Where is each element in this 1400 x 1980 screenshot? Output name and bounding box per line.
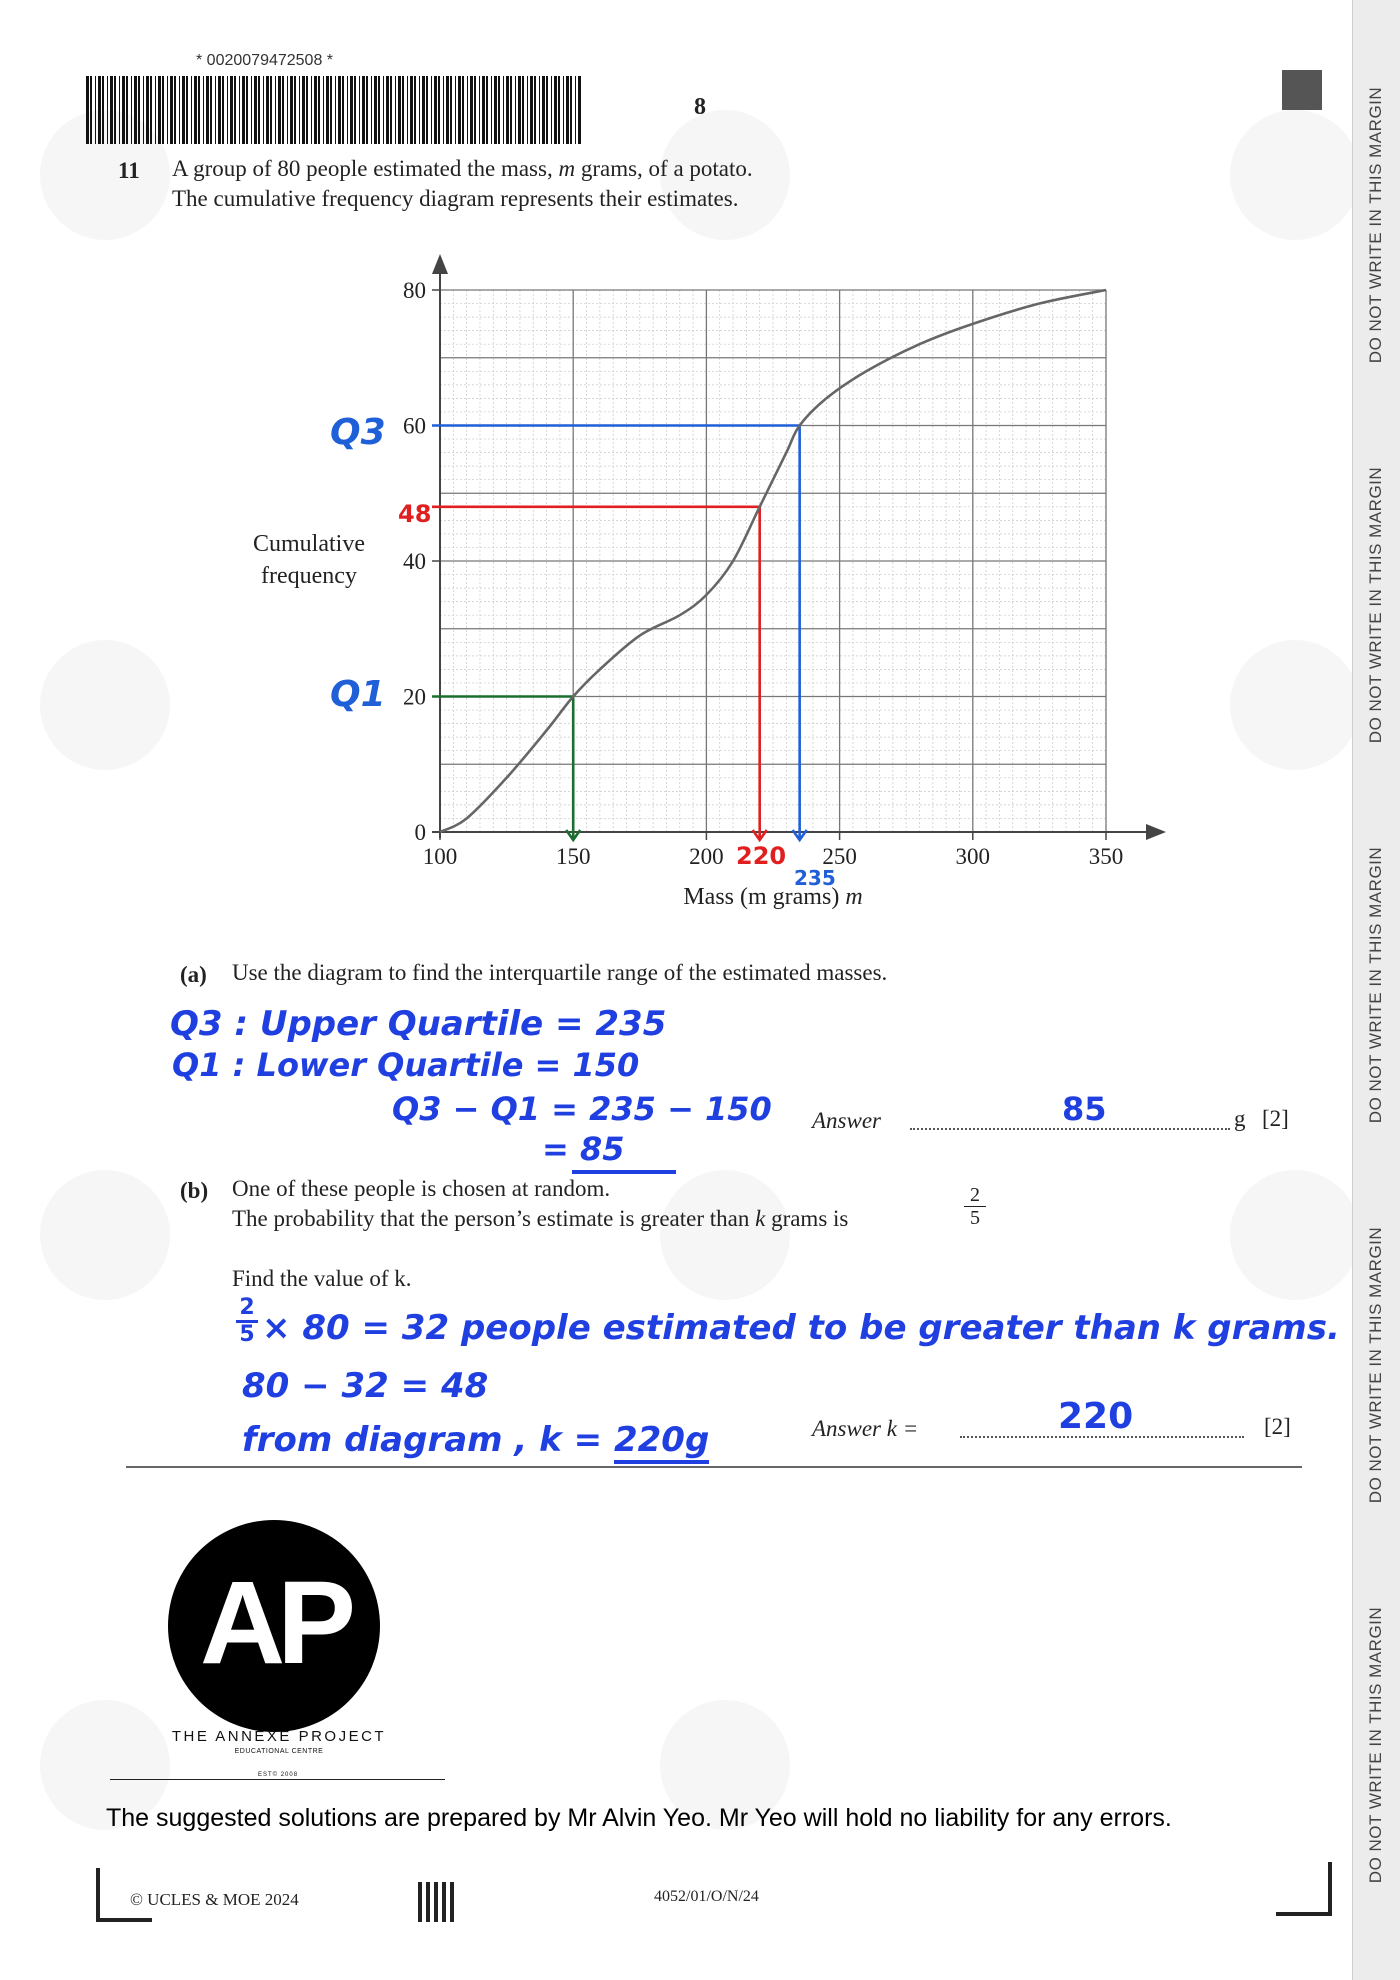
barcode-bar [162,76,164,144]
barcode-bar [167,76,168,144]
barcode-bar [494,76,497,144]
x-tick-label: 300 [955,844,991,869]
barcode-bar [126,76,128,144]
qr-cell [418,1882,422,1886]
part-b-work-line2: 80 − 32 = 48 [242,1366,489,1406]
barcode-bar [146,76,149,144]
answer-value-a: 85 [1062,1090,1107,1128]
barcode-bar [95,76,96,144]
part-b-line1: One of these people is chosen at random. [232,1176,611,1201]
qr-cell [434,1918,438,1922]
barcode-bar [290,76,293,144]
barcode-bar [218,76,221,144]
barcode-bar [566,76,569,144]
qr-cell [450,1882,454,1886]
qr-cell [434,1914,438,1918]
qr-cell [442,1898,446,1902]
x-tick-label: 200 [689,844,724,869]
footer-code: 4052/01/O/N/24 [654,1888,759,1905]
barcode-bar [578,76,581,144]
margin-warning: DO NOT WRITE IN THIS MARGIN [1366,466,1385,744]
barcode-bar [510,76,512,144]
barcode-bar [215,76,216,144]
barcode-bar [386,76,389,144]
part-b-label: (b) [180,1178,209,1203]
qr-cell [418,1902,422,1906]
annexe-logo-icon [168,1520,380,1732]
crop-mark-left [96,1918,152,1922]
margin-warning: DO NOT WRITE IN THIS MARGIN [1366,1606,1385,1884]
barcode-bar [515,76,516,144]
watermark-logo [1230,640,1360,770]
barcode-bar [335,76,336,144]
barcode-bar [251,76,252,144]
part-a-work-line2: Q1 : Lower Quartile = 150 [172,1046,640,1084]
y-tick-label: 60 [403,413,426,439]
qr-cell [434,1898,438,1902]
qr-cell [426,1914,430,1918]
barcode-bar [438,76,440,144]
barcode-bar [366,76,368,144]
barcode-icon [86,76,586,146]
marks-a: [2] [1262,1106,1289,1131]
answer-label-b: Answer k = [812,1416,919,1441]
qr-cell [450,1902,454,1906]
x-tick-label: 350 [1088,844,1124,869]
barcode-bar [275,76,276,144]
barcode-bar [431,76,432,144]
barcode-bar [258,76,260,144]
barcode-bar [482,76,485,144]
crop-mark-right [1328,1862,1332,1916]
barcode-bar [282,76,284,144]
barcode-number: * 0020079472508 * [196,52,334,69]
barcode-bar [155,76,156,144]
qr-cell [450,1898,454,1902]
qr-cell [426,1906,430,1910]
barcode-bar [227,76,228,144]
barcode-bar [158,76,161,144]
barcode-bar [354,76,356,144]
barcode-bar [302,76,305,144]
barcode-bar [443,76,444,144]
part-a-work-line3: Q3 − Q1 = 235 − 150 [392,1090,772,1128]
barcode-bar [371,76,372,144]
chart-ylabel: Cumulative frequency [253,531,365,589]
qr-cell [450,1910,454,1914]
barcode-bar [254,76,257,144]
answer-underline [572,1170,676,1174]
y-tick-label: 20 [403,684,426,710]
x-tick-label: 100 [422,844,458,869]
barcode-bar [410,76,413,144]
barcode-bar [458,76,461,144]
q3-label: Q3 [330,412,386,453]
part-b-find: Find the value of k. [232,1266,412,1291]
barcode-bar [119,76,120,144]
barcode-bar [323,76,324,144]
question-number: 11 [118,158,140,183]
barcode-bar [470,76,473,144]
qr-cell [434,1882,438,1886]
barcode-bar [551,76,552,144]
qr-cell [426,1918,430,1922]
qr-cell [442,1894,446,1898]
crop-mark-right [1276,1912,1332,1916]
part-b-work-line1: × 80 = 32 people estimated to be greater than k grams. [262,1308,1340,1348]
barcode-bar [191,76,192,144]
question-text-line1: A group of 80 people estimated the mass, m grams, of a potato. [172,156,753,181]
answer-label-a: Answer [812,1108,881,1133]
barcode-bar [506,76,509,144]
chart-ticks [403,278,1123,869]
barcode-bar [546,76,548,144]
barcode-bar [170,76,173,144]
barcode-bar [203,76,204,144]
disclaimer: The suggested solutions are prepared by Mr Alvin Yeo. Mr Yeo will hold no liability for any errors. [106,1804,1172,1832]
qr-cell [426,1894,430,1898]
barcode-bar [246,76,248,144]
crop-mark-left [96,1868,100,1922]
qr-cell [450,1890,454,1894]
qr-cell [418,1894,422,1898]
watermark-logo [660,1170,790,1300]
barcode-bar [491,76,492,144]
qr-cell [450,1886,454,1890]
qr-cell [434,1894,438,1898]
barcode-bar [318,76,320,144]
barcode-bar [467,76,468,144]
fraction-numerator: 2 [970,1184,980,1206]
barcode-bar [326,76,329,144]
qr-cell [418,1886,422,1890]
qr-cell [442,1882,446,1886]
barcode-bar [575,76,576,144]
barcode-bar [98,76,101,144]
question-text-line2: The cumulative frequency diagram represents their estimates. [172,186,739,211]
barcode-bar [131,76,132,144]
barcode-bar [395,76,396,144]
part-a-work-line1: Q3 : Upper Quartile = 235 [170,1004,667,1044]
logo-subtitle: EDUCATIONAL CENTRE [234,1748,324,1755]
barcode-bar [522,76,524,144]
qr-cell [450,1894,454,1898]
work-fraction [236,1296,258,1347]
qr-cell [426,1898,430,1902]
barcode-bar [542,76,545,144]
y-axis-arrow [432,254,448,274]
barcode-bar [422,76,425,144]
qr-cell [442,1918,446,1922]
margin-warning: DO NOT WRITE IN THIS MARGIN [1366,86,1385,364]
qr-cell [434,1890,438,1894]
barcode-bar [563,76,564,144]
qr-cell [442,1890,446,1894]
barcode-bar [138,76,140,144]
qr-cell [434,1902,438,1906]
logo-established: EST© 2008 [248,1772,308,1778]
barcode-bar [407,76,408,144]
qr-cell [426,1902,430,1906]
qr-cell [442,1914,446,1918]
barcode-bar [287,76,288,144]
red-y-label: 48 [398,500,432,528]
qr-cell [442,1902,446,1906]
barcode-bar [242,76,245,144]
barcode-bar [374,76,377,144]
cumulative-frequency-chart [0,230,1180,930]
barcode-bar [110,76,113,144]
corner-marker [1282,70,1322,110]
chart-text [683,884,862,910]
barcode-bar [414,76,416,144]
barcode-bar [530,76,533,144]
qr-cell [434,1906,438,1910]
barcode-bar [278,76,281,144]
qr-cell [450,1914,454,1918]
section-divider [126,1466,1302,1468]
barcode-bar [342,76,344,144]
qr-cell [418,1890,422,1894]
barcode-bar [174,76,176,144]
barcode-bar [114,76,116,144]
qr-cell [442,1906,446,1910]
barcode-bar [306,76,308,144]
watermark-logo [1230,110,1360,240]
barcode-bar [222,76,224,144]
y-tick-label: 80 [403,278,426,303]
qr-cell [426,1882,430,1886]
barcode-bar [450,76,452,144]
barcode-bar [234,76,236,144]
qr-code-icon [414,1882,454,1922]
barcode-bar [455,76,456,144]
barcode-bar [143,76,144,144]
barcode-bar [90,76,92,144]
qr-cell [418,1898,422,1902]
barcode-bar [479,76,480,144]
margin-warning: DO NOT WRITE IN THIS MARGIN [1366,1226,1385,1504]
barcode-bar [198,76,200,144]
barcode-bar [419,76,420,144]
barcode-bar [402,76,404,144]
logo-name: THE ANNEXE PROJECT [171,1728,387,1745]
qr-cell [426,1910,430,1914]
barcode-bar [230,76,233,144]
y-tick-label: 0 [414,820,426,845]
barcode-bar [527,76,528,144]
barcode-bar [311,76,312,144]
q1-label: Q1 [330,674,386,715]
barcode-bar [486,76,488,144]
x-axis-arrow [1146,824,1166,840]
logo-rule [110,1779,445,1780]
barcode-bar [446,76,449,144]
barcode-bar [383,76,384,144]
barcode-bar [179,76,180,144]
barcode-bar [378,76,380,144]
barcode-bar [362,76,365,144]
barcode-bar [338,76,341,144]
barcode-bar [503,76,504,144]
barcode-bar [150,76,152,144]
red-x-label: 220 [736,842,787,870]
barcode-bar [194,76,197,144]
chart-xlabel: Mass (m grams) m [683,884,863,910]
barcode-bar [263,76,264,144]
barcode-bar [350,76,353,144]
margin-warning: DO NOT WRITE IN THIS MARGIN [1366,846,1385,1124]
barcode-bar [314,76,317,144]
qr-cell [418,1918,422,1922]
qr-cell [426,1886,430,1890]
barcode-bar [239,76,240,144]
y-tick-label: 40 [403,549,426,574]
part-a-text: Use the diagram to find the interquartile range of the estimated masses. [232,960,888,985]
barcode-bar [390,76,392,144]
barcode-bar [462,76,464,144]
qr-cell [450,1906,454,1910]
barcode-bar [347,76,348,144]
barcode-bar [398,76,401,144]
marks-b: [2] [1264,1414,1291,1439]
qr-cell [418,1906,422,1910]
part-b-line2: The probability that the person’s estimate is greater than k grams is [232,1206,849,1231]
qr-cell [434,1886,438,1890]
barcode-bar [102,76,104,144]
answer-unit-a: g [1234,1106,1246,1131]
barcode-bar [107,76,108,144]
barcode-bar [122,76,125,144]
probability-fraction [964,1184,986,1229]
page-number: 8 [694,94,706,120]
barcode-bar [294,76,296,144]
barcode-bar [134,76,137,144]
barcode-bar [539,76,540,144]
fraction-denominator: 5 [964,1206,986,1229]
barcode-bar [266,76,269,144]
barcode-bar [186,76,188,144]
barcode-bar [86,76,89,144]
part-a-work-line4: = 85 [542,1130,625,1168]
watermark-logo [40,1170,170,1300]
barcode-bar [558,76,560,144]
barcode-bar [518,76,521,144]
qr-cell [418,1914,422,1918]
barcode-bar [299,76,300,144]
qr-cell [418,1910,422,1914]
barcode-bar [270,76,272,144]
work-fraction-numerator: 2 [239,1295,255,1320]
watermark-logo [1230,1170,1360,1300]
barcode-bar [330,76,332,144]
barcode-bar [554,76,557,144]
barcode-bar [570,76,572,144]
qr-cell [450,1918,454,1922]
qr-cell [442,1910,446,1914]
part-a-label: (a) [180,962,207,987]
barcode-bar [182,76,185,144]
barcode-bar [426,76,428,144]
work-fraction-denominator: 5 [236,1320,258,1347]
answer-value-b: 220 [1058,1396,1134,1437]
barcode-bar [359,76,360,144]
x-tick-label: 150 [555,844,591,869]
barcode-bar [434,76,437,144]
barcode-bar [474,76,476,144]
barcode-bar [206,76,209,144]
barcode-bar [534,76,536,144]
x-tick-label: 250 [822,844,857,869]
qr-cell [426,1890,430,1894]
part-b-work-line3: from diagram , k = 220g [242,1420,709,1460]
barcode-bar [498,76,500,144]
blue-x-label: 235 [794,866,836,890]
footer-copyright: © UCLES & MOE 2024 [130,1890,299,1909]
qr-cell [442,1886,446,1890]
qr-cell [434,1910,438,1914]
barcode-bar [210,76,212,144]
logo-letters: AP [200,1557,348,1689]
